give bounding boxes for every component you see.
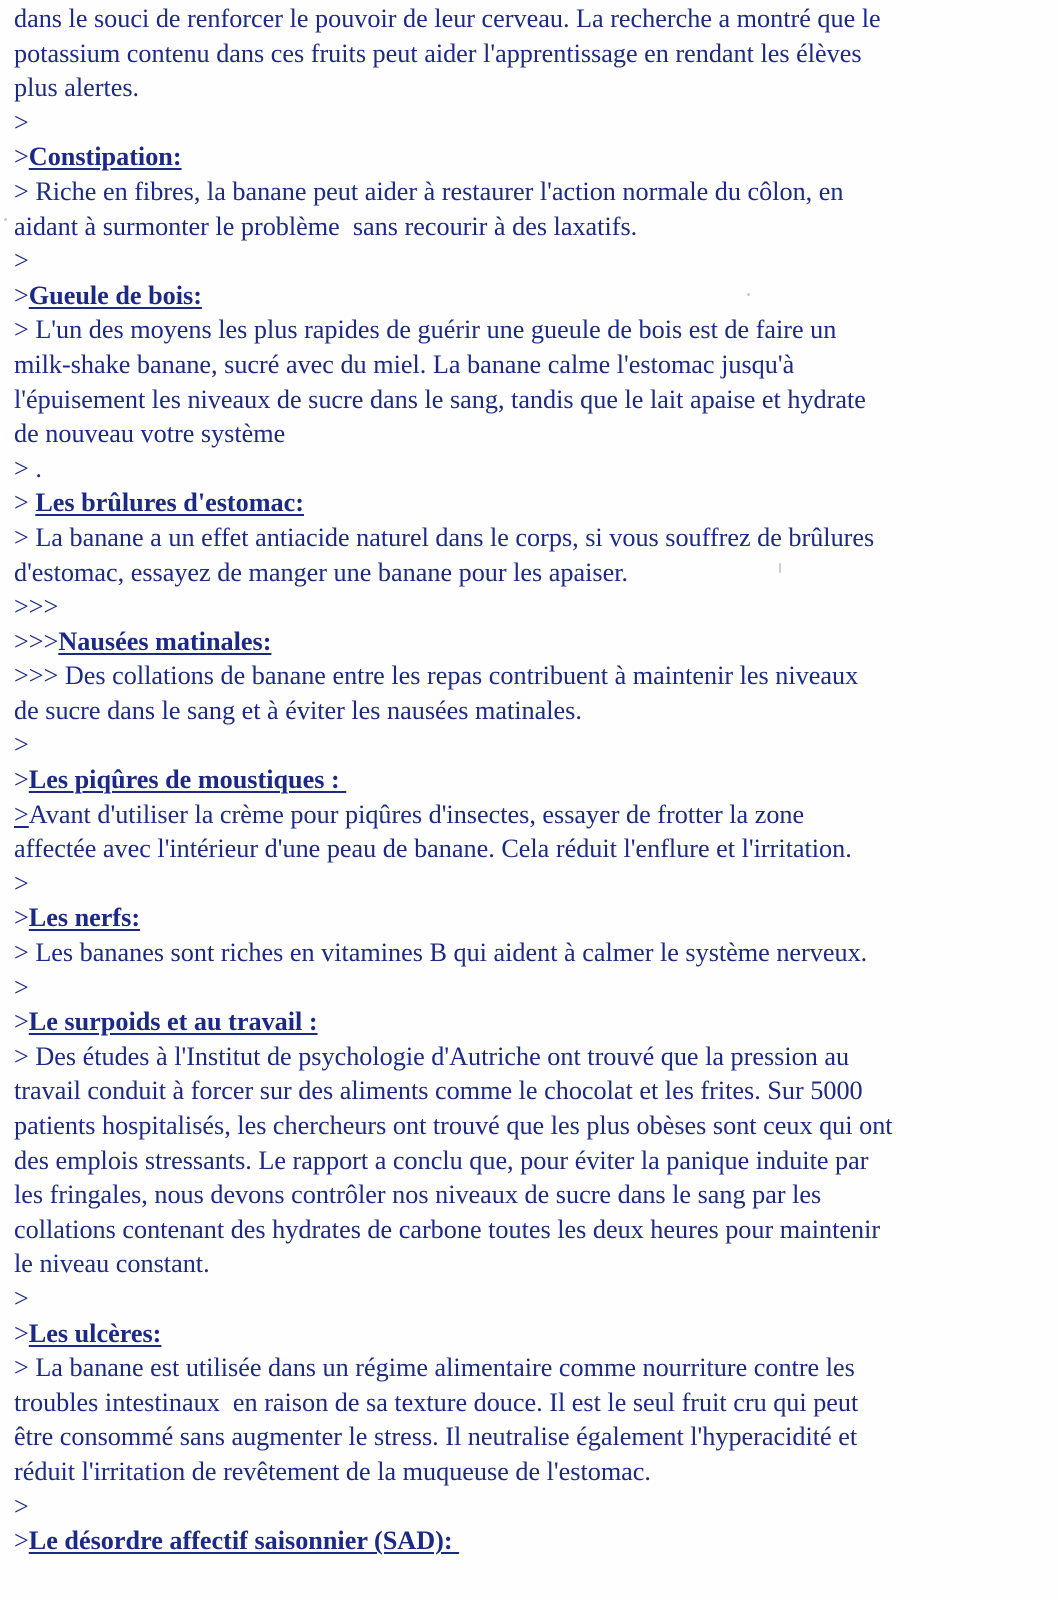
paragraph-line: > La banane a un effet antiacide naturel dans le corps, si vous souffrez de brûlures: [14, 522, 875, 552]
section-heading: [14, 763, 1048, 798]
heading-text: Le désordre affectif saisonnier (SAD):: [28, 1526, 460, 1556]
quote-marker: >: [14, 903, 29, 933]
paragraph-line: le niveau constant.: [14, 1249, 210, 1279]
paragraph-line: > Riche en fibres, la banane peut aider à restaurer l'action normale du côlon, en: [14, 176, 844, 206]
section-heading: [14, 1317, 1048, 1352]
quote-marker: >: [14, 280, 29, 310]
paragraph-line: >: [14, 107, 29, 137]
paragraph-line: travail conduit à forcer sur des aliments comme le chocolat et les frites. Sur 5000: [14, 1076, 863, 1106]
heading-text: Les piqûres de moustiques :: [28, 765, 347, 795]
section-heading: [14, 279, 1048, 314]
quote-marker: >: [14, 799, 29, 829]
heading-text: Les nerfs:: [28, 903, 141, 933]
heading-text: Les brûlures d'estomac:: [35, 488, 304, 518]
paragraph-line: des emplois stressants. Le rapport a conclu que, pour éviter la panique induite par: [14, 1145, 869, 1175]
paragraph-line: [14, 798, 1048, 833]
paragraph-line: > .: [14, 453, 42, 483]
quote-marker: >: [14, 1318, 29, 1348]
paragraph-line: dans le souci de renforcer le pouvoir de leur cerveau. La recherche a montré que le: [14, 4, 881, 33]
paragraph-line: >: [14, 1283, 29, 1313]
paragraph-line: > Les bananes sont riches en vitamines B qui aident à calmer le système nerveux.: [14, 938, 868, 968]
paragraph-line: d'estomac, essayez de manger une banane pour les apaiser.: [14, 557, 629, 587]
quote-marker: >>>: [14, 626, 59, 656]
paragraph-line: de sucre dans le sang et à éviter les nausées matinales.: [14, 695, 582, 725]
section-heading: [14, 1524, 1048, 1559]
heading-text: Le surpoids et au travail :: [28, 1007, 318, 1037]
heading-text: Les ulcères:: [28, 1318, 162, 1348]
section-heading: [14, 901, 1048, 936]
paragraph-line: >>> Des collations de banane entre les repas contribuent à maintenir les niveaux: [14, 661, 859, 691]
scan-speck: [747, 293, 750, 296]
paragraph-line: plus alertes.: [14, 73, 140, 103]
paragraph-line: affectée avec l'intérieur d'une peau de banane. Cela réduit l'enflure et l'irritation.: [14, 834, 852, 864]
document-body: [14, 2, 1048, 1559]
paragraph-line: réduit l'irritation de revêtement de la muqueuse de l'estomac.: [14, 1456, 651, 1486]
paragraph-line: > Des études à l'Institut de psychologie d'Autriche ont trouvé que la pression au: [14, 1041, 850, 1071]
paragraph-line: être consommé sans augmenter le stress. Il neutralise également l'hyperacidité et: [14, 1422, 858, 1452]
quote-marker: >: [14, 1007, 29, 1037]
section-heading: [14, 486, 1048, 521]
heading-text: Nausées matinales:: [58, 626, 272, 656]
paragraph-line: collations contenant des hydrates de carbone toutes les deux heures pour maintenir: [14, 1214, 881, 1244]
paragraph-line: les fringales, nous devons contrôler nos niveaux de sucre dans le sang par les: [14, 1180, 822, 1210]
scan-speck: [779, 563, 781, 573]
quote-marker: >: [14, 765, 29, 795]
paragraph-text: Avant d'utiliser la crème pour piqûres d'insectes, essayer de frotter la zone: [28, 799, 805, 829]
paragraph-line: de nouveau votre système: [14, 419, 286, 449]
paragraph-line: potassium contenu dans ces fruits peut aider l'apprentissage en rendant les élèves: [14, 38, 862, 68]
paragraph-line: >: [14, 972, 29, 1002]
paragraph-line: >: [14, 730, 29, 760]
paragraph-line: milk-shake banane, sucré avec du miel. La banane calme l'estomac jusqu'à: [14, 349, 795, 379]
heading-text: Constipation:: [28, 142, 182, 172]
paragraph-line: >: [14, 246, 29, 276]
heading-text: Gueule de bois:: [28, 280, 202, 310]
section-heading: [14, 140, 1048, 175]
paragraph-line: aidant à surmonter le problème sans recourir à des laxatifs.: [14, 211, 638, 241]
section-heading: [14, 1005, 1048, 1040]
paragraph-line: > L'un des moyens les plus rapides de guérir une gueule de bois est de faire un: [14, 315, 837, 345]
paragraph-line: >: [14, 868, 29, 898]
section-heading: [14, 625, 1048, 660]
paragraph-line: troubles intestinaux en raison de sa texture douce. Il est le seul fruit cru qui peut: [14, 1387, 859, 1417]
paragraph-line: > La banane est utilisée dans un régime alimentaire comme nourriture contre les: [14, 1353, 855, 1383]
quote-marker: >: [14, 1526, 29, 1556]
paragraph-line: >>>: [14, 592, 59, 622]
paragraph-line: l'épuisement les niveaux de sucre dans le sang, tandis que le lait apaise et hydrate: [14, 384, 866, 414]
paragraph-line: >: [14, 1491, 29, 1521]
paragraph-line: patients hospitalisés, les chercheurs ont trouvé que les plus obèses sont ceux qui ont: [14, 1111, 893, 1140]
quote-marker: >: [14, 142, 29, 172]
quote-marker: >: [14, 488, 36, 518]
scan-speck: [4, 218, 7, 221]
